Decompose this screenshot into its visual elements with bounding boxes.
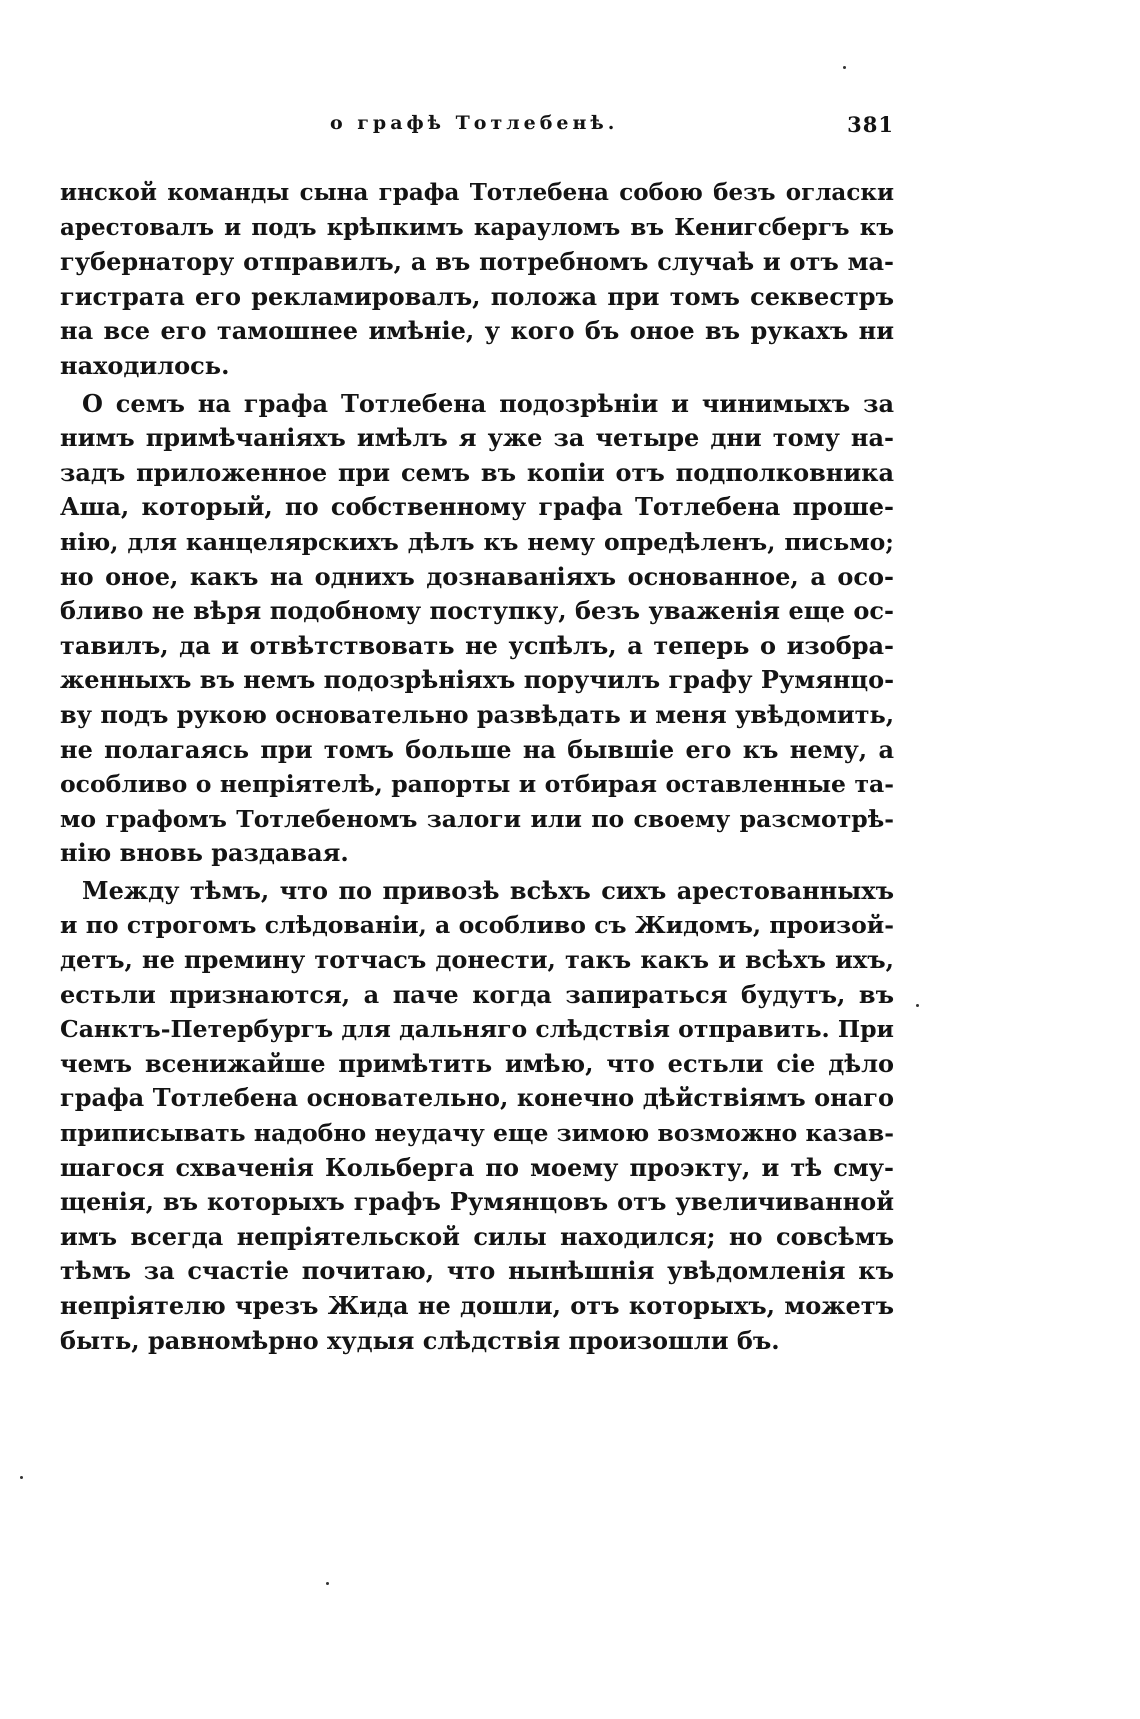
text-line: гистрата его рекламировалъ, положа при томъ секвестръ <box>60 281 894 311</box>
text-line: непріятелю чрезъ Жида не дошли, отъ которыхъ, можетъ <box>60 1291 894 1320</box>
text-line: Санктъ-Петербургъ для дальняго слѣдствія отправить. При <box>60 1015 894 1044</box>
running-title: о графѣ Тотлебенѣ. <box>330 112 619 134</box>
text-line: тѣмъ за счастіе почитаю, что нынѣшнія увѣдомленія къ <box>60 1256 894 1286</box>
text-line: имъ всегда непріятельской силы находился; но совсѣмъ <box>60 1221 894 1251</box>
scan-speck <box>326 1582 329 1585</box>
text-line: Между тѣмъ, что по привозѣ всѣхъ сихъ арестованныхъ <box>82 875 894 905</box>
text-line: мо графомъ Тотлебеномъ залоги или по своему разсмотрѣ- <box>60 804 894 833</box>
paragraph-2 <box>60 387 894 871</box>
text-line: задъ приложенное при семъ въ копіи отъ подполковника <box>60 457 894 487</box>
paragraph-1 <box>60 176 894 384</box>
text-line: тавилъ, да и отвѣтствовать не успѣлъ, а теперь о изобра- <box>60 630 894 660</box>
text-line: губернатору отправилъ, а въ потребномъ случаѣ и отъ ма- <box>60 247 894 277</box>
text-line: арестовалъ и подъ крѣпкимъ карауломъ въ Кенигсбергъ къ <box>60 213 894 241</box>
body-text <box>60 176 894 1358</box>
text-line: нимъ примѣчаніяхъ имѣлъ я уже за четыре дни тому на- <box>60 423 894 453</box>
text-line: О семъ на графа Тотлебена подозрѣніи и чинимыхъ за <box>82 388 894 418</box>
text-line: щенія, въ которыхъ графъ Румянцовъ отъ увеличиванной <box>60 1187 894 1217</box>
text-line: и по строгомъ слѣдованіи, а особливо съ Жидомъ, произой- <box>60 911 894 940</box>
text-line: детъ, не премину тотчасъ донести, такъ какъ и всѣхъ ихъ, <box>60 945 894 975</box>
text-line: быть, равномѣрно худыя слѣдствія произошли бъ. <box>60 1325 780 1355</box>
text-line: графа Тотлебена основательно, конечно дѣйствіямъ онаго <box>60 1083 894 1113</box>
page-number: 381 <box>847 112 894 137</box>
text-line: нію вновь раздавая. <box>60 838 349 868</box>
text-line: Аша, который, по собственному графа Тотлебена проше- <box>60 492 894 522</box>
text-line: приписывать надобно неудачу еще зимою возможно казав- <box>60 1119 894 1148</box>
text-line: инской команды сына графа Тотлебена собою безъ огласки <box>60 179 894 206</box>
text-line: нію, для канцелярскихъ дѣлъ къ нему опредѣленъ, письмо; <box>60 527 894 556</box>
text-line: чемъ всенижайше примѣтить имѣю, что естьли сіе дѣло <box>60 1048 894 1078</box>
text-line: ву подъ рукою основательно развѣдать и меня увѣдомить, <box>60 699 895 729</box>
text-line: бливо не вѣря подобному поступку, безъ уваженія еще ос- <box>60 596 894 626</box>
running-head <box>60 112 894 142</box>
text-line: особливо о непріятелѣ, рапорты и отбирая оставленные та- <box>60 770 894 799</box>
scan-speck <box>916 1004 919 1007</box>
text-line: женныхъ въ немъ подозрѣніяхъ поручилъ графу Румянцо- <box>60 665 895 695</box>
paragraph-3 <box>60 874 894 1358</box>
text-line: не полагаясь при томъ больше на бывшіе его къ нему, а <box>60 734 894 764</box>
text-line: естьли признаются, а паче когда запираться будутъ, въ <box>60 979 894 1009</box>
scan-speck <box>20 1476 23 1479</box>
text-line: на все его тамошнее имѣніе, у кого бъ оное въ рукахъ ни <box>60 316 894 346</box>
text-line: шагося схваченія Кольберга по моему проэкту, и тѣ сму- <box>60 1152 894 1182</box>
scan-speck <box>843 66 846 69</box>
text-line: находилось. <box>60 350 230 380</box>
text-line: но оное, какъ на однихъ дознаваніяхъ основанное, а осо- <box>60 561 894 591</box>
